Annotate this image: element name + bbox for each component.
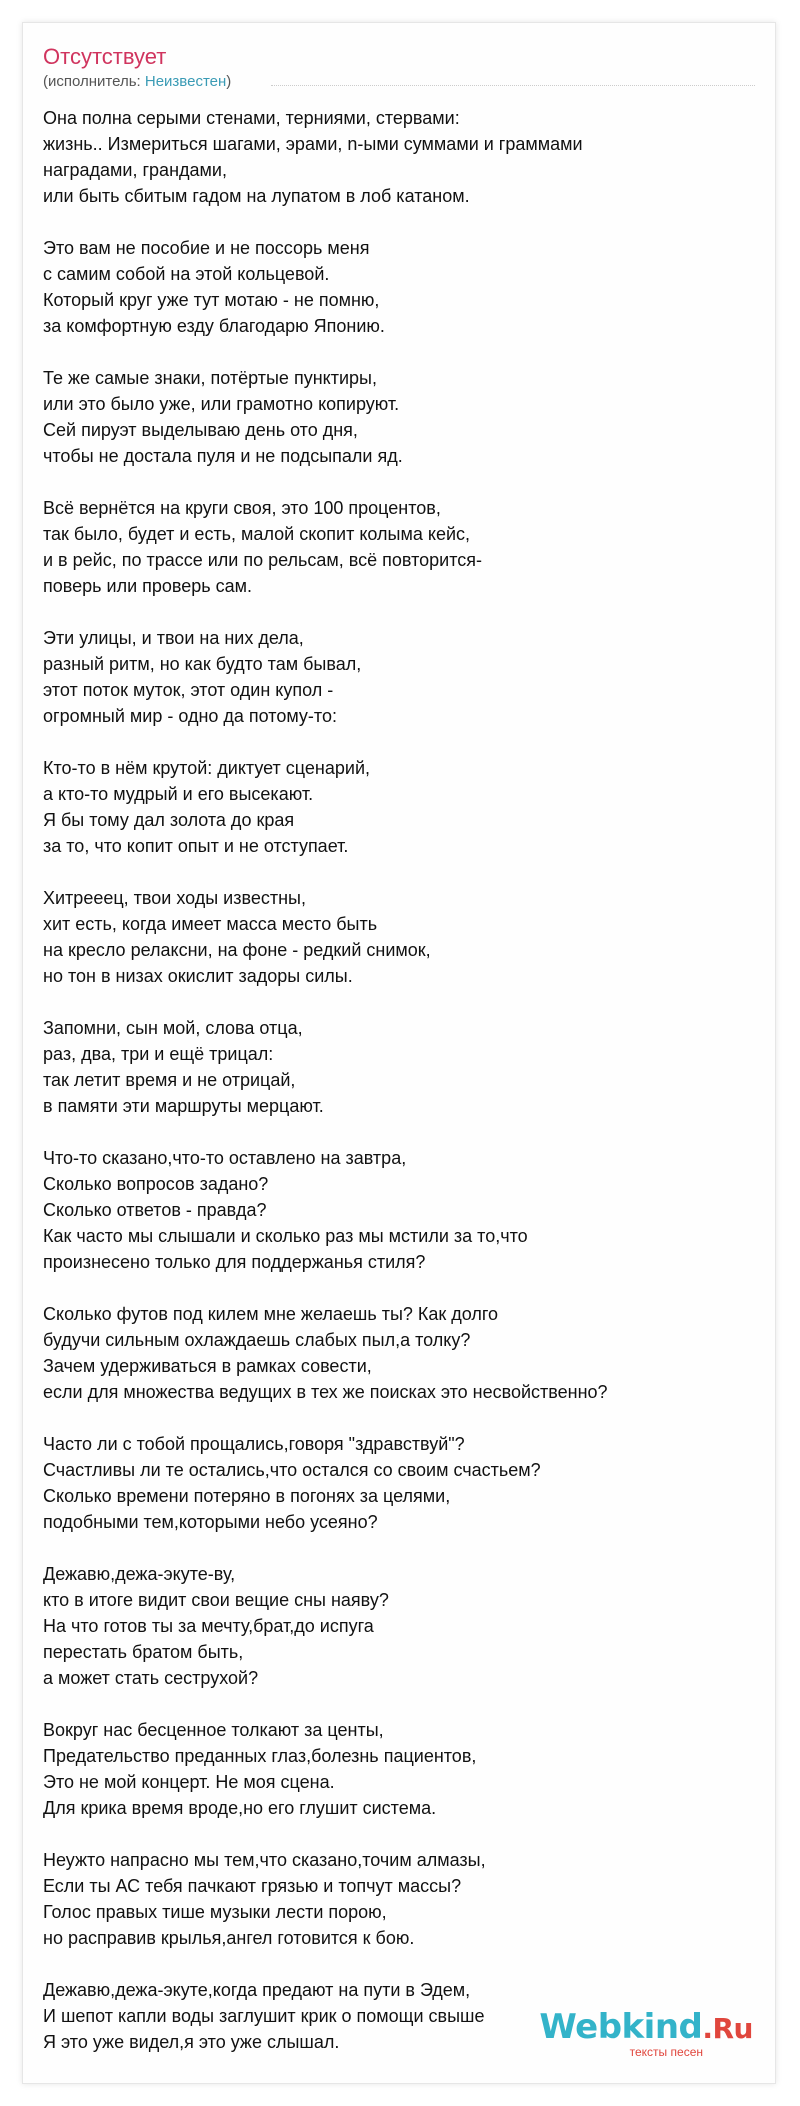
lyrics-stanza [43,1145,757,1275]
artist-line [43,72,755,92]
lyrics-line: подобными тем,которыми небо усеяно? [43,1512,378,1532]
lyrics-line: произнесено только для поддержанья стиля? [43,1252,426,1272]
lyrics-line: чтобы не достала пуля и не подсыпали яд. [43,446,403,466]
lyrics-line: огромный мир - одно да потому-то: [43,706,337,726]
lyrics-line: но расправив крылья,ангел готовится к бою. [43,1928,415,1948]
lyrics-line: Эти улицы, и твои на них дела, [43,628,304,648]
lyrics-line: Сей пируэт выделываю день ото дня, [43,420,358,440]
artist-suffix: ) [226,73,232,90]
lyrics-line: так летит время и не отрицай, [43,1070,296,1090]
lyrics-stanza [43,495,757,599]
lyrics-line: Сколько времени потеряно в погонях за целями, [43,1486,451,1506]
lyrics-line: Я это уже видел,я это уже слышал. [43,2032,340,2052]
lyrics-line: Неужто напрасно мы тем,что сказано,точим алмазы, [43,1850,486,1870]
lyrics-line: Что-то сказано,что-то оставлено на завтра, [43,1148,407,1168]
lyrics-line: а кто-то мудрый и его высекают. [43,784,314,804]
lyrics-line: Сколько ответов - правда? [43,1200,267,1220]
lyrics-stanza [43,235,757,339]
lyrics-line: Если ты АС тебя пачкают грязью и топчут массы? [43,1876,462,1896]
lyrics-stanza [43,1561,757,1691]
lyrics-line: Дежавю,дежа-экуте,когда предают на пути в Эдем, [43,1980,471,2000]
logo-tagline: тексты песен [629,2045,703,2059]
lyrics-line: Голос правых тише музыки лести порою, [43,1902,387,1922]
lyrics-line: так было, будет и есть, малой скопит колыма кейс, [43,524,471,544]
lyrics-stanza [43,1847,757,1951]
lyrics-line: Запомни, сын мой, слова отца, [43,1018,303,1038]
lyrics-line: Она полна серыми стенами, терниями, стервами: [43,108,460,128]
logo-tld: .Ru [702,2012,753,2045]
lyrics-line: Я бы тому дал золота до края [43,810,295,830]
lyrics-line: в памяти эти маршруты мерцают. [43,1096,324,1116]
lyrics-line: Часто ли с тобой прощались,говоря "здравствуй"? [43,1434,465,1454]
lyrics-line: с самим собой на этой кольцевой. [43,264,330,284]
lyrics-stanza [43,1717,757,1821]
lyrics-line: Те же самые знаки, потёртые пунктиры, [43,368,377,388]
lyrics-line: перестать братом быть, [43,1642,244,1662]
lyrics-line: Для крика время вроде,но его глушит система. [43,1798,437,1818]
divider [271,85,755,86]
lyrics-line: и в рейс, по трассе или по рельсам, всё повторится- [43,550,482,570]
lyrics-text [43,105,757,2081]
lyrics-stanza [43,1015,757,1119]
lyrics-line: Кто-то в нём крутой: диктует сценарий, [43,758,370,778]
lyrics-line: Это вам не пособие и не поссорь меня [43,238,370,258]
lyrics-line: раз, два, три и ещё трицал: [43,1044,274,1064]
lyrics-line: за то, что копит опыт и не отступает. [43,836,349,856]
lyrics-line: Зачем удерживаться в рамках совести, [43,1356,372,1376]
lyrics-line: на кресло релаксни, на фоне - редкий снимок, [43,940,431,960]
lyrics-line: Предательство преданных глаз,болезнь пациентов, [43,1746,477,1766]
lyrics-stanza [43,885,757,989]
logo-wordmark [539,2007,753,2047]
lyrics-line: поверь или проверь сам. [43,576,253,596]
lyrics-card [22,22,776,2084]
lyrics-stanza [43,1431,757,1535]
lyrics-line: наградами, грандами, [43,160,227,180]
lyrics-stanza [43,365,757,469]
lyrics-stanza [43,105,757,209]
lyrics-line: И шепот капли воды заглушит крик о помощи свыше [43,2006,485,2026]
artist-link[interactable]: Неизвестен [144,73,227,90]
logo-name: Webkind [539,2007,703,2047]
lyrics-line: Который круг уже тут мотаю - не помню, [43,290,380,310]
lyrics-line: Вокруг нас бесценное толкают за центы, [43,1720,384,1740]
lyrics-line: за комфортную езду благодарю Японию. [43,316,385,336]
lyrics-line: Всё вернётся на круги своя, это 100 процентов, [43,498,441,518]
lyrics-stanza [43,1301,757,1405]
lyrics-line: Хитрееец, твои ходы известны, [43,888,306,908]
artist-prefix: (исполнитель: [43,73,145,90]
lyrics-line: будучи сильным охлаждаешь слабых пыл,а толку? [43,1330,471,1350]
lyrics-line: или это было уже, или грамотно копируют. [43,394,400,414]
lyrics-line: На что готов ты за мечту,брат,до испуга [43,1616,374,1636]
lyrics-line: жизнь.. Измериться шагами, эрами, n-ыми суммами и граммами [43,134,583,154]
lyrics-line: хит есть, когда имеет масса место быть [43,914,378,934]
lyrics-stanza [43,625,757,729]
site-logo[interactable] [539,2007,753,2059]
lyrics-line: этот поток муток, этот один купол - [43,680,334,700]
lyrics-line: а может стать сеструхой? [43,1668,259,1688]
lyrics-line: Сколько вопросов задано? [43,1174,269,1194]
song-title: Отсутствует [43,44,167,69]
lyrics-line: разный ритм, но как будто там бывал, [43,654,362,674]
lyrics-line: если для множества ведущих в тех же поисках это несвойственно? [43,1382,608,1402]
lyrics-line: Дежавю,дежа-экуте-ву, [43,1564,236,1584]
lyrics-line: Это не мой концерт. Не моя сцена. [43,1772,335,1792]
lyrics-line: или быть сбитым гадом на лупатом в лоб катаном. [43,186,470,206]
lyrics-line: Счастливы ли те остались,что остался со своим счастьем? [43,1460,541,1480]
lyrics-line: кто в итоге видит свои вещие сны наяву? [43,1590,389,1610]
lyrics-stanza [43,755,757,859]
lyrics-line: но тон в низах окислит задоры силы. [43,966,353,986]
lyrics-line: Как часто мы слышали и сколько раз мы мстили за то,что [43,1226,528,1246]
lyrics-line: Сколько футов под килем мне желаешь ты? Как долго [43,1304,499,1324]
